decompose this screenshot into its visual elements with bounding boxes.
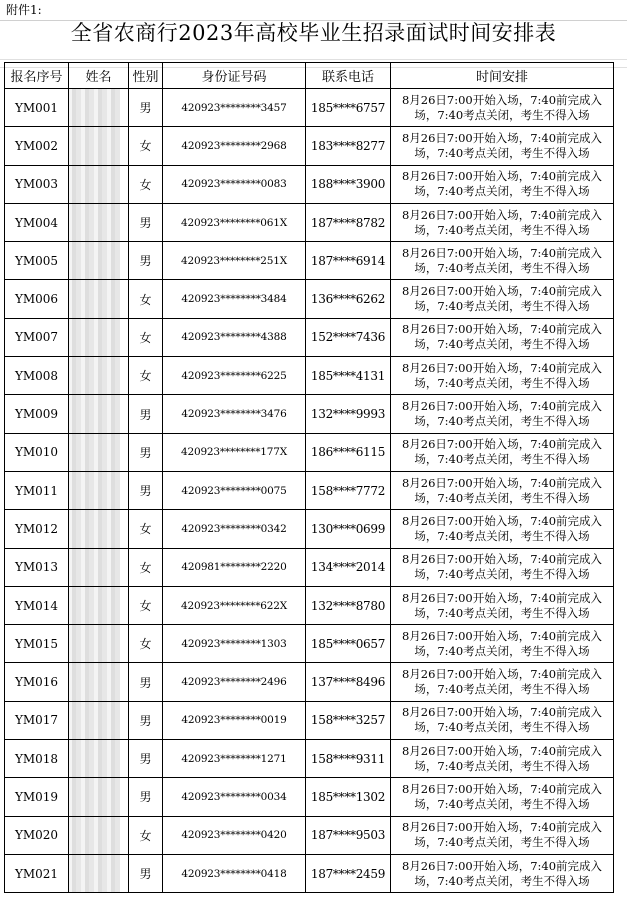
cell-phone: 130****0699 (306, 510, 391, 548)
table-row (5, 318, 614, 356)
cell-phone: 187****8782 (306, 203, 391, 241)
cell-seq: YM009 (5, 395, 69, 433)
sheet-title (0, 20, 627, 62)
table-row (5, 816, 614, 854)
cell-seq: YM004 (5, 203, 69, 241)
cell-sex: 男 (129, 433, 163, 471)
redaction-mask (69, 318, 121, 356)
cell-phone: 132****9993 (306, 395, 391, 433)
cell-time: 8月26日7:00开始入场，7:40前完成入场，7:40考点关闭，考生不得入场 (391, 165, 614, 203)
cell-phone: 187****6914 (306, 242, 391, 280)
cell-time: 8月26日7:00开始入场，7:40前完成入场，7:40考点关闭，考生不得入场 (391, 203, 614, 241)
cell-sex: 女 (129, 318, 163, 356)
redaction-mask (69, 740, 121, 778)
cell-phone: 187****2459 (306, 854, 391, 892)
cell-sex: 男 (129, 701, 163, 739)
cell-name (69, 165, 129, 203)
cell-time: 8月26日7:00开始入场，7:40前完成入场，7:40考点关闭，考生不得入场 (391, 510, 614, 548)
cell-phone: 136****6262 (306, 280, 391, 318)
cell-phone: 134****2014 (306, 548, 391, 586)
cell-sex: 男 (129, 471, 163, 509)
cell-id: 420923********3476 (163, 395, 306, 433)
cell-phone: 158****3257 (306, 701, 391, 739)
redaction-mask (69, 89, 121, 127)
cell-name (69, 625, 129, 663)
redaction-mask (69, 663, 121, 701)
table-row (5, 701, 614, 739)
table-row (5, 778, 614, 816)
cell-time: 8月26日7:00开始入场，7:40前完成入场，7:40考点关闭，考生不得入场 (391, 280, 614, 318)
cell-id: 420923********0075 (163, 471, 306, 509)
cell-name (69, 548, 129, 586)
cell-seq: YM008 (5, 357, 69, 395)
cell-name (69, 203, 129, 241)
redaction-mask (69, 701, 121, 739)
cell-time: 8月26日7:00开始入场，7:40前完成入场，7:40考点关闭，考生不得入场 (391, 740, 614, 778)
cell-name (69, 89, 129, 127)
cell-time: 8月26日7:00开始入场，7:40前完成入场，7:40考点关闭，考生不得入场 (391, 127, 614, 165)
cell-id: 420923********6225 (163, 357, 306, 395)
header-phone: 联系电话 (306, 63, 391, 89)
cell-seq: YM012 (5, 510, 69, 548)
cell-id: 420923********2968 (163, 127, 306, 165)
cell-seq: YM013 (5, 548, 69, 586)
cell-phone: 186****6115 (306, 433, 391, 471)
redaction-mask (69, 854, 121, 892)
cell-time: 8月26日7:00开始入场，7:40前完成入场，7:40考点关闭，考生不得入场 (391, 701, 614, 739)
cell-id: 420923********061X (163, 203, 306, 241)
cell-sex: 女 (129, 816, 163, 854)
cell-time: 8月26日7:00开始入场，7:40前完成入场，7:40考点关闭，考生不得入场 (391, 548, 614, 586)
table-header-row (5, 63, 614, 89)
cell-time: 8月26日7:00开始入场，7:40前完成入场，7:40考点关闭，考生不得入场 (391, 854, 614, 892)
cell-name (69, 471, 129, 509)
cell-id: 420923********1271 (163, 740, 306, 778)
attachment-label: 附件1: (6, 3, 42, 17)
table-row (5, 395, 614, 433)
cell-phone: 158****9311 (306, 740, 391, 778)
cell-id: 420923********3457 (163, 89, 306, 127)
cell-id: 420923********0418 (163, 854, 306, 892)
cell-time: 8月26日7:00开始入场，7:40前完成入场，7:40考点关闭，考生不得入场 (391, 242, 614, 280)
cell-name (69, 395, 129, 433)
table-row (5, 548, 614, 586)
cell-id: 420923********2496 (163, 663, 306, 701)
table-row (5, 740, 614, 778)
cell-name (69, 778, 129, 816)
cell-sex: 男 (129, 203, 163, 241)
cell-phone: 183****8277 (306, 127, 391, 165)
cell-time: 8月26日7:00开始入场，7:40前完成入场，7:40考点关闭，考生不得入场 (391, 778, 614, 816)
table-row (5, 242, 614, 280)
cell-phone: 185****4131 (306, 357, 391, 395)
redaction-mask (69, 548, 121, 586)
cell-time: 8月26日7:00开始入场，7:40前完成入场，7:40考点关闭，考生不得入场 (391, 357, 614, 395)
cell-id: 420923********0420 (163, 816, 306, 854)
redaction-mask (69, 471, 121, 509)
cell-seq: YM005 (5, 242, 69, 280)
table-row (5, 127, 614, 165)
cell-time: 8月26日7:00开始入场，7:40前完成入场，7:40考点关闭，考生不得入场 (391, 586, 614, 624)
cell-sex: 女 (129, 510, 163, 548)
cell-id: 420923********0019 (163, 701, 306, 739)
cell-seq: YM002 (5, 127, 69, 165)
cell-sex: 女 (129, 127, 163, 165)
cell-seq: YM011 (5, 471, 69, 509)
cell-seq: YM015 (5, 625, 69, 663)
cell-name (69, 357, 129, 395)
redaction-mask (69, 778, 121, 816)
cell-id: 420923********251X (163, 242, 306, 280)
redaction-mask (69, 510, 121, 548)
table-row (5, 471, 614, 509)
table-row (5, 165, 614, 203)
cell-name (69, 586, 129, 624)
redaction-mask (69, 357, 121, 395)
cell-name (69, 280, 129, 318)
header-time: 时间安排 (391, 63, 614, 89)
cell-name (69, 242, 129, 280)
cell-sex: 男 (129, 663, 163, 701)
cell-name (69, 318, 129, 356)
redaction-mask (69, 127, 121, 165)
redaction-mask (69, 280, 121, 318)
cell-seq: YM018 (5, 740, 69, 778)
cell-name (69, 510, 129, 548)
cell-phone: 185****1302 (306, 778, 391, 816)
cell-seq: YM010 (5, 433, 69, 471)
redaction-mask (69, 625, 121, 663)
cell-id: 420923********1303 (163, 625, 306, 663)
cell-phone: 152****7436 (306, 318, 391, 356)
cell-seq: YM017 (5, 701, 69, 739)
cell-name (69, 854, 129, 892)
cell-phone: 185****0657 (306, 625, 391, 663)
cell-sex: 女 (129, 280, 163, 318)
redaction-mask (69, 816, 121, 854)
cell-id: 420923********3484 (163, 280, 306, 318)
table-row (5, 625, 614, 663)
redaction-mask (69, 395, 121, 433)
cell-sex: 男 (129, 854, 163, 892)
redaction-mask (69, 586, 121, 624)
grid-line (0, 59, 627, 60)
cell-seq: YM001 (5, 89, 69, 127)
cell-id: 420981********2220 (163, 548, 306, 586)
cell-name (69, 433, 129, 471)
cell-time: 8月26日7:00开始入场，7:40前完成入场，7:40考点关闭，考生不得入场 (391, 318, 614, 356)
cell-id: 420923********4388 (163, 318, 306, 356)
cell-phone: 188****3900 (306, 165, 391, 203)
cell-phone: 185****6757 (306, 89, 391, 127)
redaction-mask (69, 203, 121, 241)
cell-sex: 女 (129, 165, 163, 203)
cell-time: 8月26日7:00开始入场，7:40前完成入场，7:40考点关闭，考生不得入场 (391, 395, 614, 433)
cell-id: 420923********177X (163, 433, 306, 471)
cell-time: 8月26日7:00开始入场，7:40前完成入场，7:40考点关闭，考生不得入场 (391, 625, 614, 663)
cell-phone: 137****8496 (306, 663, 391, 701)
header-sex: 性别 (129, 63, 163, 89)
cell-seq: YM016 (5, 663, 69, 701)
cell-seq: YM007 (5, 318, 69, 356)
header-name: 姓名 (69, 63, 129, 89)
cell-seq: YM003 (5, 165, 69, 203)
cell-id: 420923********0034 (163, 778, 306, 816)
table-row (5, 280, 614, 318)
cell-seq: YM020 (5, 816, 69, 854)
cell-name (69, 740, 129, 778)
cell-name (69, 701, 129, 739)
redaction-mask (69, 433, 121, 471)
cell-name (69, 663, 129, 701)
cell-seq: YM021 (5, 854, 69, 892)
cell-id: 420923********0342 (163, 510, 306, 548)
cell-time: 8月26日7:00开始入场，7:40前完成入场，7:40考点关闭，考生不得入场 (391, 663, 614, 701)
sheet-title-text: 全省农商行2023年高校毕业生招录面试时间安排表 (70, 21, 557, 45)
cell-time: 8月26日7:00开始入场，7:40前完成入场，7:40考点关闭，考生不得入场 (391, 433, 614, 471)
table-row (5, 586, 614, 624)
header-id: 身份证号码 (163, 63, 306, 89)
cell-sex: 男 (129, 395, 163, 433)
cell-sex: 女 (129, 357, 163, 395)
cell-seq: YM019 (5, 778, 69, 816)
table-row (5, 854, 614, 892)
cell-seq: YM006 (5, 280, 69, 318)
cell-seq: YM014 (5, 586, 69, 624)
cell-time: 8月26日7:00开始入场，7:40前完成入场，7:40考点关闭，考生不得入场 (391, 816, 614, 854)
redaction-mask (69, 165, 121, 203)
cell-time: 8月26日7:00开始入场，7:40前完成入场，7:40考点关闭，考生不得入场 (391, 89, 614, 127)
cell-name (69, 127, 129, 165)
cell-name (69, 816, 129, 854)
cell-sex: 男 (129, 740, 163, 778)
cell-sex: 女 (129, 548, 163, 586)
table-row (5, 510, 614, 548)
table-row (5, 433, 614, 471)
interview-schedule-table (4, 62, 614, 893)
table-row (5, 89, 614, 127)
cell-sex: 女 (129, 625, 163, 663)
cell-sex: 男 (129, 242, 163, 280)
cell-time: 8月26日7:00开始入场，7:40前完成入场，7:40考点关闭，考生不得入场 (391, 471, 614, 509)
table-row (5, 663, 614, 701)
cell-sex: 女 (129, 586, 163, 624)
cell-sex: 男 (129, 778, 163, 816)
cell-id: 420923********0083 (163, 165, 306, 203)
cell-phone: 187****9503 (306, 816, 391, 854)
table-row (5, 357, 614, 395)
cell-id: 420923********622X (163, 586, 306, 624)
redaction-mask (69, 242, 121, 280)
cell-phone: 132****8780 (306, 586, 391, 624)
cell-sex: 男 (129, 89, 163, 127)
cell-phone: 158****7772 (306, 471, 391, 509)
header-seq: 报名序号 (5, 63, 69, 89)
table-row (5, 203, 614, 241)
